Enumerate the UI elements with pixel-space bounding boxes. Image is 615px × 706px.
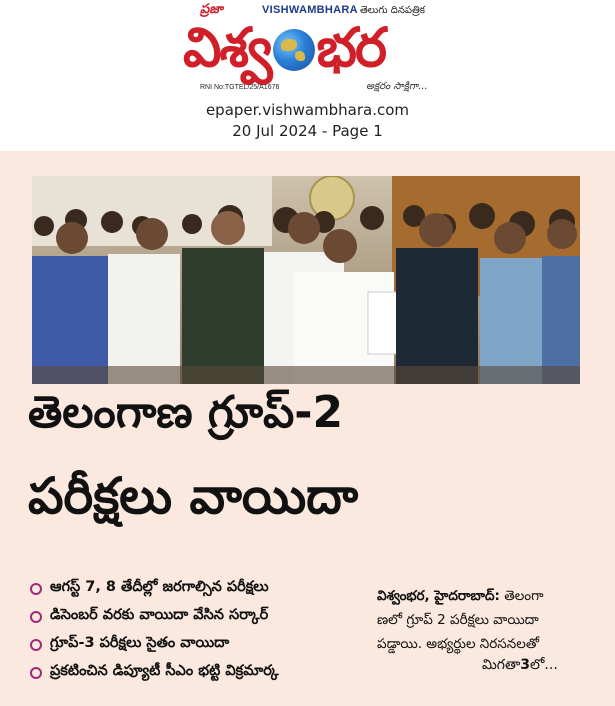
bullet-circle-icon: [30, 667, 42, 679]
masthead-prefix: ప్రజా: [200, 2, 223, 17]
logo-text-left: విశ్వ: [183, 16, 271, 79]
bullet-circle-icon: [30, 583, 42, 595]
news-photo: [32, 176, 580, 384]
article-clipping: [0, 151, 615, 706]
list-item: గ్రూప్-3 పరీక్షలు సైతం వాయిదా: [30, 631, 370, 659]
continued-on-page[interactable]: మిగతా3లో...: [482, 657, 558, 673]
logo-text-right: భర: [316, 16, 386, 79]
bullet-circle-icon: [30, 639, 42, 651]
list-item: డిసెంబర్ వరకు వాయిదా వేసిన సర్కార్: [30, 603, 370, 631]
edition-date-page: 20 Jul 2024 - Page 1: [232, 122, 383, 140]
masthead-bottom-tagline: అక్షరం సాక్షిగా...: [366, 81, 428, 92]
highlights-list: [30, 575, 370, 687]
newspaper-logo[interactable]: [183, 14, 385, 82]
article-body: [377, 584, 587, 656]
list-item: ఆగస్ట్ 7, 8 తేదీల్లో జరగాల్సిన పరీక్షలు: [30, 575, 370, 603]
body-text-3: పడ్డాయి. అభ్యర్థుల నిరసనలతో: [377, 636, 539, 652]
masthead-english-name: VISHWAMBHARA: [262, 4, 358, 16]
masthead: [0, 0, 615, 96]
headline-line-1: తెలంగాణ గ్రూప్-2: [28, 387, 344, 438]
list-item: ప్రకటించిన డిప్యూటీ సీఎం భట్టి విక్రమార్క: [30, 659, 370, 687]
body-text-1: తెలంగా: [499, 588, 544, 604]
epaper-url[interactable]: epaper.vishwambhara.com: [205, 101, 410, 119]
continue-page-number: 3: [520, 657, 531, 673]
rni-number: RNI No:TGTEL/25/A1676: [200, 84, 280, 91]
body-text-2: ణలో గ్రూప్ 2 పరీక్షలు వాయిదా: [377, 612, 539, 628]
globe-icon: [273, 29, 315, 71]
news-photo-illustration: [32, 176, 580, 384]
masthead-top-tagline: తెలుగు దినపత్రిక: [360, 5, 426, 16]
bullet-circle-icon: [30, 611, 42, 623]
headline-line-2: పరీక్షలు వాయిదా: [28, 467, 359, 525]
dateline: విశ్వంభర, హైదరాబాద్:: [377, 588, 500, 604]
